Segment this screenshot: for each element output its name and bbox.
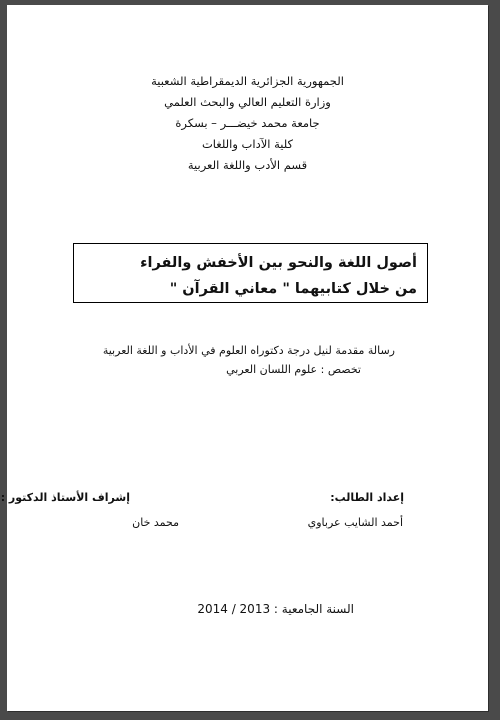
thesis-title-line-2: من خلال كتابيهما " معاني القرآن " — [169, 281, 417, 297]
ministry-name: وزارة التعليم العالي والبحث العلمي — [164, 95, 331, 109]
faculty-name: كلية الآداب واللغات — [201, 137, 294, 151]
institution-header — [7, 71, 488, 176]
document-page — [0, 5, 488, 711]
supervisor-name: محمد خان — [132, 516, 179, 529]
supervisor-label: إشراف الأستاذ الدكتور : — [0, 491, 130, 504]
specialization: تخصص : علوم اللسان العربي — [226, 363, 361, 376]
student-name: أحمد الشايب عرباوي — [307, 516, 403, 529]
university-name: جامعة محمد خيضـــر – بسكرة — [175, 116, 320, 130]
department-name: قسم الأدب واللغة العربية — [187, 158, 308, 172]
thesis-title-line-1: أصول اللغة والنحو بين الأخفش والفراء — [140, 255, 417, 271]
republic-name: الجمهورية الجزائرية الديمقراطية الشعبية — [151, 74, 344, 88]
thesis-title-box — [73, 243, 428, 303]
academic-year: السنة الجامعية : 2013 / 2014 — [197, 602, 354, 616]
student-label: إعداد الطالب: — [330, 491, 404, 504]
thesis-description: رسالة مقدمة لنيل درجة دكتوراه العلوم في الأداب و اللغة العربية — [102, 344, 395, 357]
